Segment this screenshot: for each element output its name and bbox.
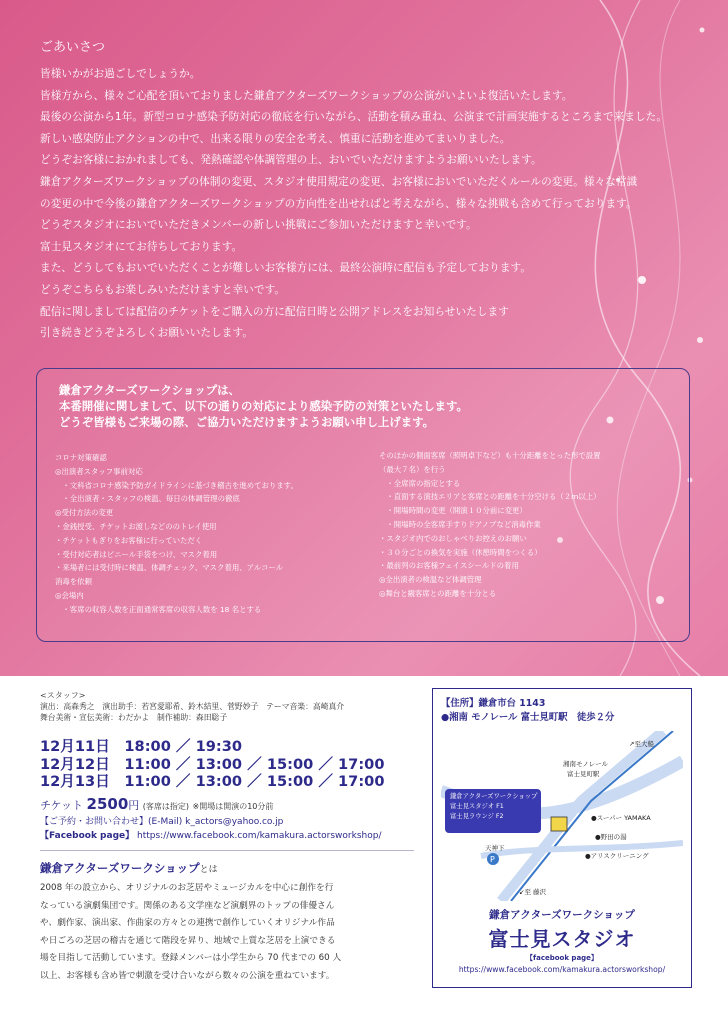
ticket-seat-note: (客席は指定) <box>142 802 190 811</box>
ticket-info <box>40 795 273 813</box>
about-line: 場を目指して活動しています。登録メンバーは小学生から 70 代までの 60 人 <box>40 953 342 964</box>
measures-heading-line: どうぞ皆様もご来場の際、ご協力いただけますようお願い申し上げます。 <box>59 415 434 429</box>
greeting-title: ごあいさつ <box>40 40 106 55</box>
greeting-line: 富士見スタジオにてお待ちしております。 <box>40 240 243 253</box>
greeting-line: 最後の公演から1年。新型コロナ感染予防対応の徹底を行いながら、活動を積み重ね、公演まで計画実施するところまで来ました。 <box>40 111 668 124</box>
contact-info <box>40 815 381 843</box>
about-line: 2008 年の設立から、オリジナルのお芝居やミュージカルを中心に創作を行 <box>40 883 334 893</box>
measures-right-column <box>379 449 679 601</box>
measure-item: そのほかの側面客席（照明卓下など）も十分距離をとった形で設置 <box>379 451 601 460</box>
measure-item: ・全出演者・スタッフの検温、毎日の体調管理の徹底 <box>55 494 240 504</box>
measure-item: ◎全出演者の検温など体調管理 <box>379 575 482 585</box>
measure-item: ・金銭授受、チケットお渡しなどののトレイ使用 <box>55 521 217 531</box>
label-cleaning: ●アリスクリーニング <box>585 852 649 860</box>
greeting-line: また、どうしてもおいでいただくことが難しいお客様方には、最終公演時に配信も予定しております。 <box>40 262 532 275</box>
facebook-link[interactable]: https://www.facebook.com/kamakura.actorsworkshop/ <box>137 831 382 841</box>
greeting-line: 引き続きどうぞよろしくお願いいたします。 <box>40 327 254 340</box>
staff-line: 演出：高森秀之 演出助手：若宮愛耶希、鈴木結里、菅野妙子 テーマ音楽：高崎真介 <box>40 702 345 711</box>
about-body <box>40 880 414 986</box>
measures-heading <box>59 382 468 430</box>
svg-text:P: P <box>490 855 495 864</box>
greeting-line: どうぞお客様におかれましても、発熱確認や体調管理の上、おいでいただけますようお願いいたします。 <box>40 154 542 167</box>
schedule-row: 12月11日 18:00 ／ 19:30 <box>40 738 243 755</box>
access-line: ●湘南 モノレール 富士見町駅 徒歩２分 <box>441 712 615 723</box>
map-facebook-link[interactable]: https://www.facebook.com/kamakura.actorsworkshop/ <box>458 965 666 974</box>
measure-item: ◎出演者スタッフ事前対応 <box>55 466 143 476</box>
ticket-unit: 円 <box>128 799 140 812</box>
section-divider <box>40 850 414 851</box>
greeting-body <box>40 64 700 345</box>
greeting-line: 皆様いかがお過ごしでしょうか。 <box>40 68 201 80</box>
greeting-line: どうぞスタジオにおいでいただきメンバーの新しい挑戦にご参加いただけますと幸いです。 <box>40 219 477 232</box>
label-supermarket: ●スーパー YAMAKA <box>591 814 651 822</box>
measure-item: ・３０分ごとの換気を実施（休憩時間をつくる） <box>379 547 542 557</box>
staff-line: 舞台美術・宣伝美術：わだかよ 制作補助：森田聡子 <box>40 713 228 722</box>
label-tenjinshita: 天神下 <box>485 844 505 852</box>
measures-heading-line: 鎌倉アクターズワークショップは、 <box>59 383 240 397</box>
measure-item: コロナ対策確認 <box>55 453 107 462</box>
studio-org-name: 鎌倉アクターズワークショップ <box>489 909 635 921</box>
measure-item: ・文科省コロナ感染予防ガイドラインに基づき稽古を進めております。 <box>55 480 298 490</box>
measures-left-column <box>55 451 375 617</box>
measure-item: ・スタジオ内でのおしゃべりお控えのお願い <box>379 533 527 543</box>
studio-name: 富士見スタジオ <box>488 927 636 951</box>
measures-heading-line: 本番開催に関しまして、以下の通りの対応により感染予防の対策といたします。 <box>59 399 468 413</box>
ticket-open-note: ※開場は開演の10分前 <box>192 802 274 811</box>
contact-label: 【ご予約・お問い合わせ】(E-Mail) <box>40 817 183 827</box>
measure-item: ◎会場内 <box>55 590 84 600</box>
greeting-line: 配信に関しましては配信のチケットをご購入の方に配信日時と公開アドレスをお知らせいたします <box>40 305 509 318</box>
greeting-line: 皆様方から、様々ご心配を頂いておりました鎌倉アクターズワークショップの公演がいよいよ復活いたします。 <box>40 89 573 102</box>
measure-item: ・チケットもぎりをお客様に行っていただく <box>55 535 203 545</box>
about-line: や日ごろの芝居の稽古を通じて階段を昇り、地域で上質な芝居を上演できる <box>40 935 336 946</box>
measure-item: （最大７名）を行う <box>379 464 446 474</box>
schedule-row: 12月13日 11:00 ／ 13:00 ／ 15:00 ／ 17:00 <box>40 773 385 790</box>
facebook-label: 【Facebook page】 <box>40 831 135 841</box>
measure-item: ・客席の収容人数を正面通常客席の収容人数を 18 名とする <box>55 604 262 614</box>
measure-item: ・全席席の指定とする <box>379 478 461 488</box>
label-noda: ●野田の湯 <box>595 833 627 841</box>
contact-email[interactable]: k_actors@yahoo.co.jp <box>185 817 284 827</box>
studio-marker-icon <box>551 817 567 831</box>
schedule-row: 12月12日 11:00 ／ 13:00 ／ 15:00 ／ 17:00 <box>40 755 385 773</box>
ticket-price: 2500 <box>86 795 129 813</box>
label-station-name: 富士見町駅 <box>567 770 600 778</box>
address-line: 【住所】鎌倉市台 1143 <box>441 698 546 709</box>
measure-item: ◎受付方法の変更 <box>55 508 114 518</box>
about-suffix: とは <box>199 865 218 875</box>
greeting-line: 鎌倉アクターズワークショップの体制の変更、スタジオ使用規定の変更、お客様においでいただくルールの変更。様々な常識 <box>40 175 638 188</box>
label-to-ofuna: ↗至大船 <box>629 740 654 748</box>
measure-item: ◎舞台と観客席との距離を十分とる <box>379 588 497 598</box>
measure-item: 消毒を依頼 <box>55 577 92 587</box>
studio-callout <box>445 789 541 833</box>
measures-box <box>36 368 690 642</box>
staff-credits <box>40 690 420 723</box>
label-station: 湘南モノレール <box>563 760 609 768</box>
greeting-line: 新しい感染防止アクションの中で、出来る限りの安全を考え、慎重に活動を進めてまいりました。 <box>40 132 511 145</box>
callout-line: 鎌倉アクターズワークショップ <box>450 793 538 800</box>
measure-item: ・最前列のお客様フェイスシールドの着用 <box>379 561 519 571</box>
callout-line: 富士見ラウンジ F2 <box>450 813 504 820</box>
measure-item: ・直面する演技エリアと客席との距離を十分空ける（２m以上） <box>379 492 601 502</box>
about-title <box>40 860 218 876</box>
measure-item: ・来場者には受付時に検温、体調チェック、マスク着用、アルコール <box>55 563 284 573</box>
about-line: なっている演劇集団です。関係のある文学座など演劇界のトップの俳優さん <box>40 900 335 911</box>
schedule <box>40 738 384 791</box>
ticket-label: チケット <box>40 799 84 812</box>
about-line: 以上、お客様も含め皆で刺激を受け合いながら数々の公演を重ねています。 <box>40 970 335 981</box>
staff-title: <スタッフ> <box>40 691 86 700</box>
greeting-line: どうぞこちらもお楽しみいただけますと幸いです。 <box>40 283 286 296</box>
measure-item: ・開場時の全客席手すりドアノブなど消毒作業 <box>379 519 541 529</box>
measure-item: ・受付対応者はビニール手袋をつけ、マスク着用 <box>55 549 218 559</box>
map-address <box>441 697 614 725</box>
label-to-fujisawa: ↙至 藤沢 <box>519 888 547 896</box>
greeting-line: の変更の中で今後の鎌倉アクターズワークショップの方向性を出せればと考えながら、様々な挑戦も含めて行っております。 <box>40 197 637 210</box>
map-facebook-label: 【facebook page】 <box>526 954 598 962</box>
map-box <box>432 688 692 988</box>
callout-line: 富士見スタジオ F1 <box>450 803 504 810</box>
about-line: や、劇作家、演出家、作曲家の方々との連携で創作していくオリジナル作品 <box>40 918 335 929</box>
about-org-name: 鎌倉アクターズワークショップ <box>40 861 200 875</box>
measure-item: ・開場時間の変更（開演１０分前に変更） <box>379 506 527 516</box>
